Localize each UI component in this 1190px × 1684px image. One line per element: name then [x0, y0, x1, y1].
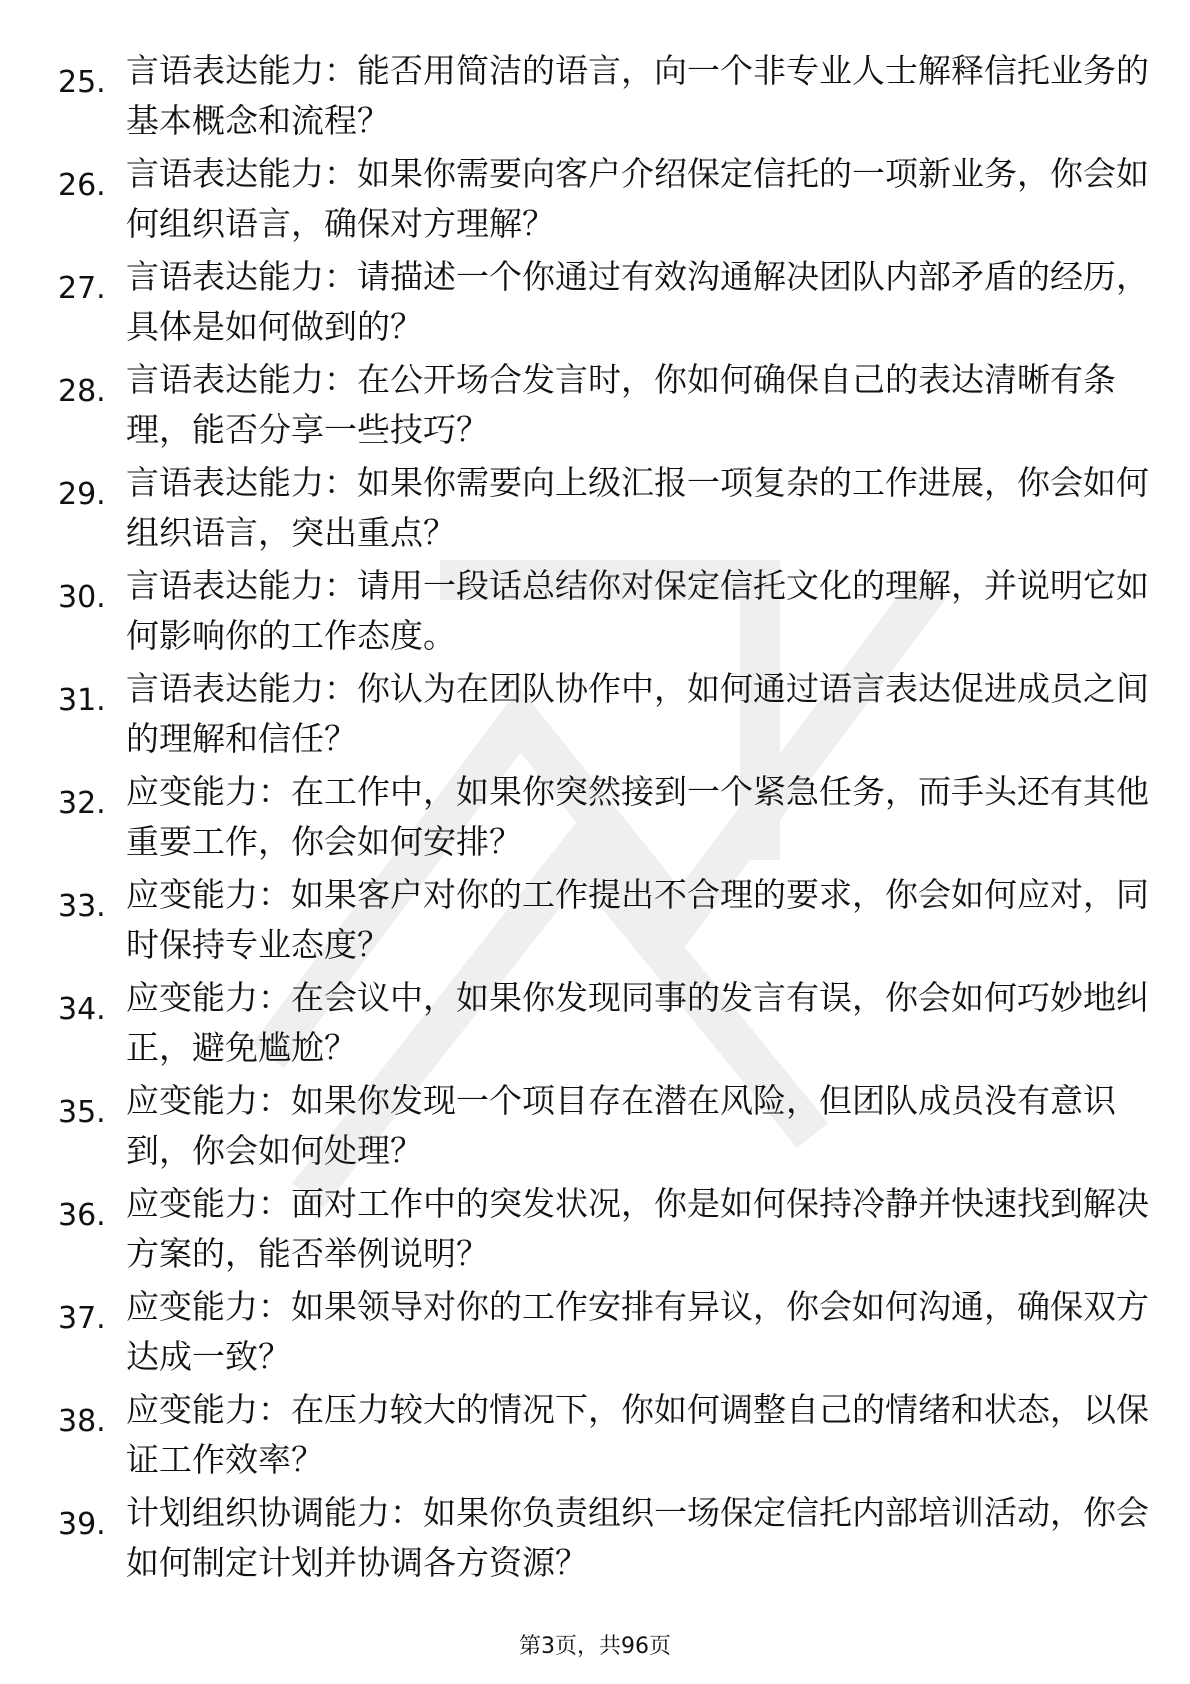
question-number: 29.: [58, 477, 106, 512]
question-item: [58, 355, 1118, 458]
question-text: 应变能力：如果客户对你的工作提出不合理的要求，你会如何应对，同时保持专业态度？: [126, 875, 1149, 964]
question-number: 26.: [58, 168, 106, 203]
question-item: [58, 1179, 1149, 1282]
question-number: 34.: [58, 992, 106, 1027]
question-number: 35.: [58, 1095, 106, 1130]
question-item: [58, 149, 1149, 252]
question-text: 言语表达能力：你认为在团队协作中，如何通过语言表达促进成员之间的理解和信任？: [126, 669, 1149, 758]
question-text: 言语表达能力：请描述一个你通过有效沟通解决团队内部矛盾的经历，具体是如何做到的？: [126, 257, 1149, 346]
question-item: [58, 458, 1149, 561]
question-number: 38.: [58, 1404, 106, 1439]
question-text: 言语表达能力：能否用简洁的语言，向一个非专业人士解释信托业务的基本概念和流程？: [126, 51, 1149, 140]
question-text: 计划组织协调能力：如果你负责组织一场保定信托内部培训活动，你会如何制定计划并协调各方资源？: [126, 1493, 1149, 1582]
question-number: 32.: [58, 786, 106, 821]
question-item: [58, 767, 1149, 870]
question-text: 应变能力：面对工作中的突发状况，你是如何保持冷静并快速找到解决方案的，能否举例说明？: [126, 1184, 1149, 1273]
question-item: [58, 870, 1149, 973]
question-number: 33.: [58, 889, 106, 924]
question-item: [58, 1385, 1149, 1488]
question-text: 言语表达能力：如果你需要向上级汇报一项复杂的工作进展，你会如何组织语言，突出重点？: [126, 463, 1149, 552]
question-text: 应变能力：在会议中，如果你发现同事的发言有误，你会如何巧妙地纠正，避免尴尬？: [126, 978, 1149, 1067]
question-number: 30.: [58, 580, 106, 615]
question-text: 言语表达能力：在公开场合发言时，你如何确保自己的表达清晰有条理，能否分享一些技巧？: [126, 360, 1116, 449]
question-item: [58, 561, 1149, 664]
question-number: 25.: [58, 65, 106, 100]
question-list: [58, 46, 1149, 1591]
question-number: 36.: [58, 1198, 106, 1233]
question-item: [58, 46, 1149, 149]
question-number: 31.: [58, 683, 106, 718]
question-item: [58, 252, 1149, 355]
question-item: [58, 973, 1149, 1076]
question-number: 28.: [58, 374, 106, 409]
question-text: 应变能力：在工作中，如果你突然接到一个紧急任务，而手头还有其他重要工作，你会如何安排？: [126, 772, 1149, 861]
question-number: 39.: [58, 1507, 106, 1542]
question-number: 37.: [58, 1301, 106, 1336]
question-item: [58, 664, 1149, 767]
question-text: 应变能力：在压力较大的情况下，你如何调整自己的情绪和状态，以保证工作效率？: [126, 1390, 1149, 1479]
question-item: [58, 1076, 1118, 1179]
question-text: 言语表达能力：如果你需要向客户介绍保定信托的一项新业务，你会如何组织语言，确保对方理解？: [126, 154, 1149, 243]
page-footer: 第3页，共96页: [519, 1634, 671, 1659]
question-text: 应变能力：如果领导对你的工作安排有异议，你会如何沟通，确保双方达成一致？: [126, 1287, 1149, 1376]
question-text: 应变能力：如果你发现一个项目存在潜在风险，但团队成员没有意识到，你会如何处理？: [126, 1081, 1116, 1170]
question-item: [58, 1282, 1149, 1385]
question-number: 27.: [58, 271, 106, 306]
question-text: 言语表达能力：请用一段话总结你对保定信托文化的理解，并说明它如何影响你的工作态度。: [126, 566, 1149, 655]
question-item: [58, 1488, 1149, 1591]
